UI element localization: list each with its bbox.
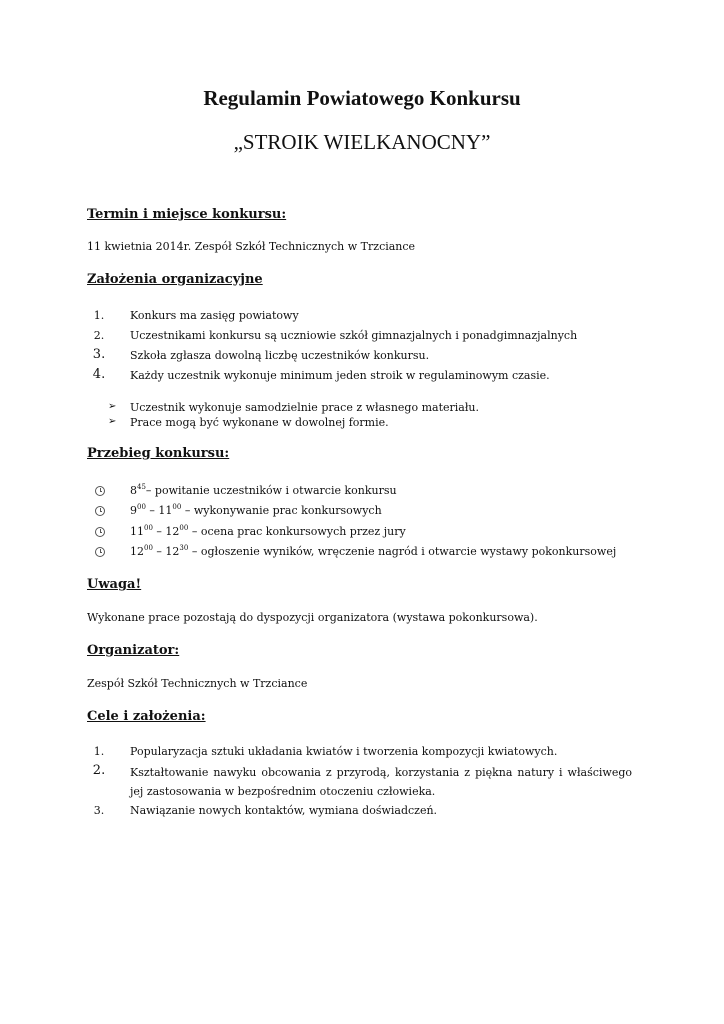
list-item: Uczestnikami konkursu są uczniowie szkół gimnazjalnych i ponadgimnazjalnych [130, 329, 578, 342]
list-number: 4. [92, 367, 106, 382]
clock-icon [95, 547, 105, 557]
time-separator: – [145, 504, 159, 517]
time-minute: 00 [144, 544, 153, 552]
clock-icon [95, 486, 105, 496]
schedule-item [130, 504, 382, 517]
section-heading-zalozenia: Założenia organizacyjne [87, 272, 263, 287]
list-item: Konkurs ma zasięg powiatowy [130, 309, 299, 322]
list-item: Popularyzacja sztuki układania kwiatów i tworzenia kompozycji kwiatowych. [130, 745, 558, 758]
schedule-desc: – wykonywanie prac konkursowych [181, 504, 382, 517]
time-minute: 30 [179, 544, 189, 552]
time-hour: 12 [130, 545, 144, 558]
time-minute: 00 [172, 503, 182, 511]
time-hour: 12 [165, 545, 180, 558]
list-item: Kształtowanie nawyku obcowania z przyrodą, korzystania z piękna natury i właściwego jej zastosowania w bezpośrednim otoczeniu człowieka. [130, 766, 632, 798]
time-separator: – [152, 545, 166, 558]
time-minute: 45 [137, 483, 146, 491]
schedule-desc: – ogłoszenie wyników, wręczenie nagród i otwarcie wystawy pokonkursowej [188, 545, 617, 558]
time-minute: 00 [179, 524, 189, 532]
time-hour: 11 [130, 525, 144, 538]
section-heading-przebieg: Przebieg konkursu: [87, 446, 230, 461]
time-hour: 11 [158, 504, 173, 517]
list-item: Szkoła zgłasza dowolną liczbę uczestników konkursu. [130, 349, 430, 362]
list-number: 1. [93, 309, 105, 322]
arrow-bullet-icon: ➢ [108, 401, 117, 412]
document-title: Regulamin Powiatowego Konkursu [203, 86, 521, 110]
time-hour: 8 [130, 484, 137, 497]
time-hour: 9 [130, 504, 137, 517]
time-separator: – [152, 525, 166, 538]
schedule-desc: – powitanie uczestników i otwarcie konkursu [145, 484, 397, 497]
list-number: 2. [93, 329, 105, 342]
clock-icon [95, 527, 105, 537]
list-item: Nawiązanie nowych kontaktów, wymiana doświadczeń. [130, 804, 438, 817]
time-minute: 00 [144, 524, 153, 532]
section-heading-cele: Cele i założenia: [87, 709, 206, 724]
time-hour: 12 [165, 525, 180, 538]
schedule-item [130, 484, 397, 497]
organizator-text: Zespół Szkół Technicznych w Trzciance [87, 677, 308, 690]
list-number: 3. [93, 804, 105, 817]
time-minute: 00 [137, 503, 146, 511]
list-number: 3. [92, 347, 106, 362]
clock-icon [95, 506, 105, 516]
section-heading-uwaga: Uwaga! [87, 577, 142, 592]
schedule-desc: – ocena prac konkursowych przez jury [188, 525, 406, 538]
bullet-item: Uczestnik wykonuje samodzielnie prace z własnego materiału. [130, 401, 479, 414]
list-number: 1. [93, 745, 105, 758]
document-subtitle: „STROIK WIELKANOCNY” [233, 130, 491, 154]
schedule-item [130, 525, 406, 538]
list-number: 2. [92, 763, 106, 778]
list-item: Każdy uczestnik wykonuje minimum jeden stroik w regulaminowym czasie. [130, 369, 550, 382]
bullet-item: Prace mogą być wykonane w dowolnej formie. [130, 416, 389, 429]
section-heading-organizator: Organizator: [87, 643, 180, 658]
section-heading-termin: Termin i miejsce konkursu: [87, 207, 287, 222]
arrow-bullet-icon: ➢ [108, 416, 117, 427]
termin-text: 11 kwietnia 2014r. Zespół Szkół Technicznych w Trzciance [87, 240, 416, 253]
schedule-item [130, 545, 616, 558]
uwaga-text: Wykonane prace pozostają do dyspozycji organizatora (wystawa pokonkursowa). [87, 611, 538, 624]
